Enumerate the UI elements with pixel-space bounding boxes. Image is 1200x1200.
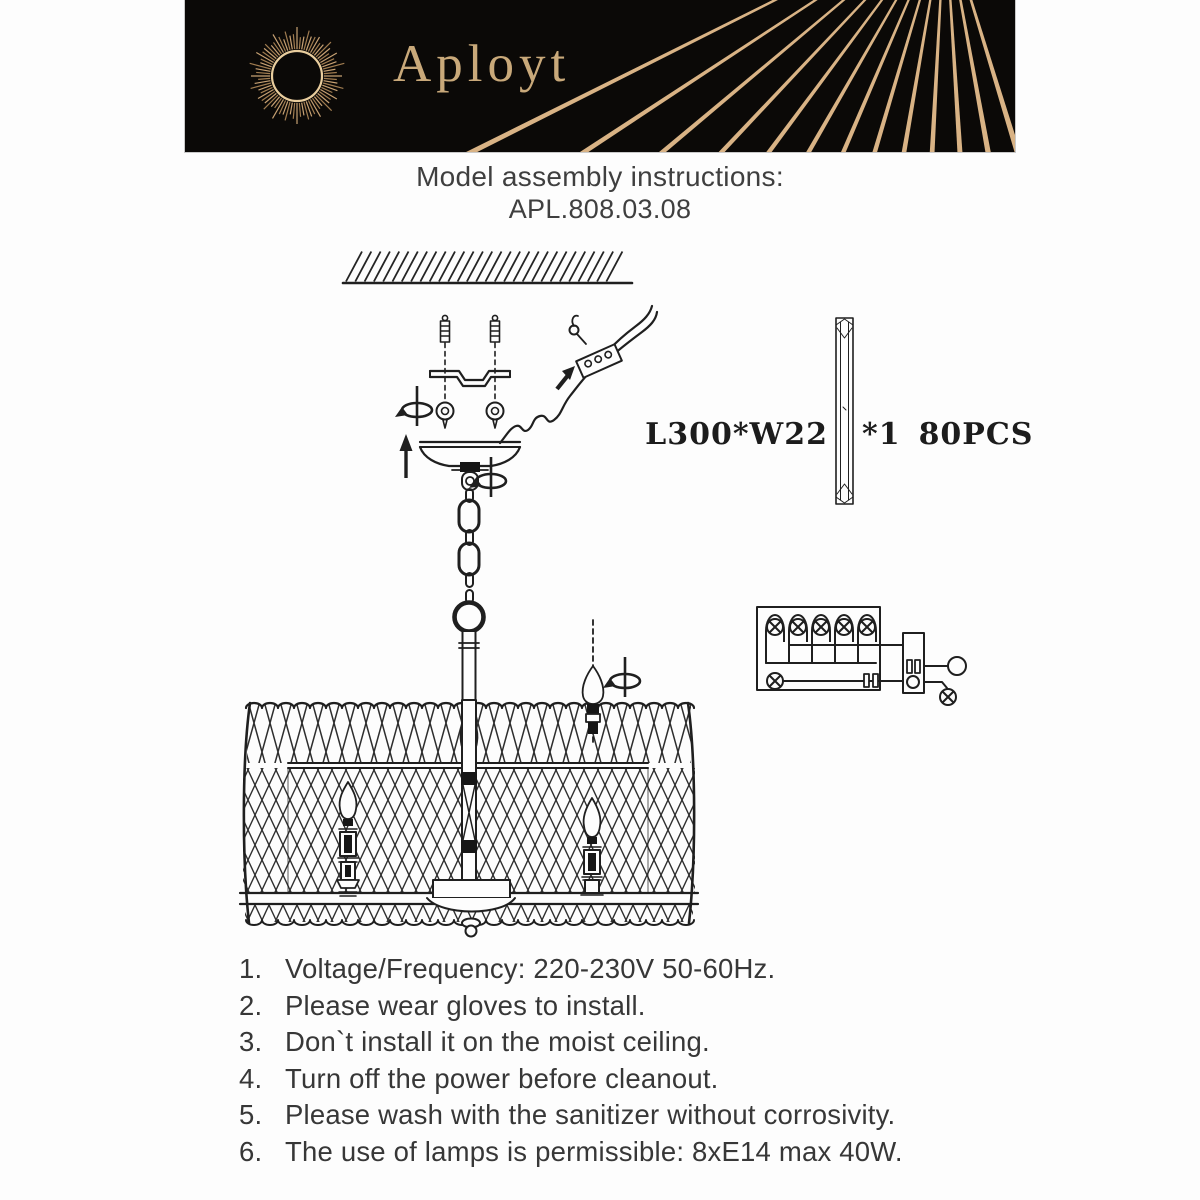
center-column (461, 700, 477, 880)
lamp-symbol (859, 619, 875, 635)
lamp-symbol (767, 619, 783, 635)
mounting-bracket (430, 371, 510, 386)
rotate-icon (603, 657, 640, 697)
candle-bulb-right (581, 798, 603, 895)
wiring-schematic (757, 607, 966, 705)
candle-bulb-left (337, 782, 359, 896)
instruction-item: 2. Please wear gloves to install. (239, 989, 646, 1021)
crystal-size-label: L300*W22 (645, 417, 828, 452)
lamp-symbol (790, 619, 806, 635)
center-rod (463, 631, 476, 701)
instruction-item: 5. Please wash with the sanitizer without corrosivity. (239, 1099, 896, 1130)
assembly-diagram (150, 230, 1050, 950)
instruction-item: 4. Turn off the power before cleanout. (239, 1062, 719, 1094)
up-arrow-icon (400, 434, 413, 478)
lamp-symbol (940, 689, 956, 705)
lamp-symbol (836, 619, 852, 635)
terminal-block (576, 344, 622, 378)
instruction-list (239, 951, 903, 1170)
hanging-chain (455, 489, 484, 701)
instruction-item: 1. Voltage/Frequency: 220-230V 50-60Hz. (239, 953, 776, 984)
crystal-pendant-part (836, 318, 853, 504)
hanging-ring (455, 603, 484, 632)
logo-sunburst-icon (250, 27, 345, 124)
crystal-qty-label: *1 80PCS (862, 417, 1034, 452)
model-number: APL.808.03.08 (508, 194, 692, 224)
title-block (0, 160, 1200, 225)
lamp-symbol (767, 673, 783, 689)
switch-symbol (948, 657, 966, 675)
instruction-item: 6. The use of lamps is permissible: 8xE14 max 40W. (239, 1135, 903, 1167)
brand-name: Aployt (393, 35, 571, 93)
page-title: Model assembly instructions: (416, 161, 784, 192)
ceiling-hatch (343, 252, 632, 284)
rotate-icon (395, 386, 432, 426)
lamp-symbol (813, 619, 829, 635)
instruction-item: 3. Don`t install it on the moist ceiling. (239, 1026, 710, 1057)
brand-banner (185, 0, 1015, 152)
